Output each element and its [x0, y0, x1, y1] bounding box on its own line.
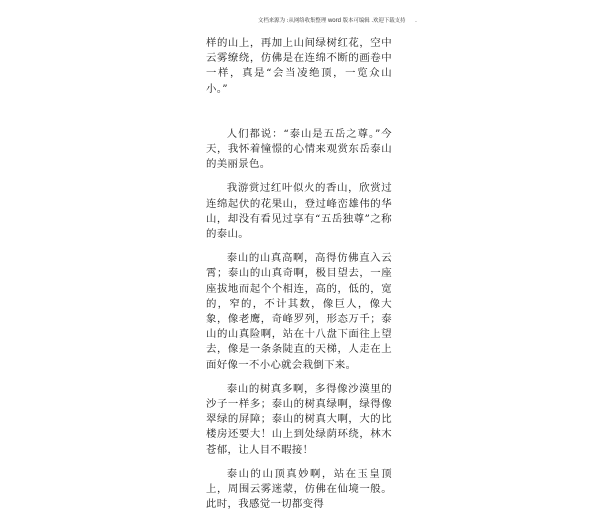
header-dot: .: [415, 18, 417, 24]
paragraph-travels: 我游赏过红叶似火的香山，欣赏过连绵起伏的花果山，登过峰峦雄伟的华山，却没有看见过享有“五岳独尊”之称的泰山。: [206, 182, 392, 241]
header-word-text: word: [327, 18, 341, 24]
paragraph-intro: 人们都说：“泰山是五岳之尊。”今天，我怀着憧憬的心情来观赏东岳泰山的美丽景色。: [206, 127, 392, 171]
document-body: [206, 36, 392, 512]
paragraph-summit: 泰山的山顶真妙啊，站在玉皇顶上，周围云雾迷蒙，仿佛在仙境一般。此时，我感觉一切都变得: [206, 467, 392, 511]
paragraph-mountains: 泰山的山真高啊，高得仿佛直入云霄；泰山的山真奇啊，极目望去，一座座拔地而起个个相连，高的，低的，宽的，窄的，不计其数，像巨人，像大象，像老鹰，奇峰罗列，形态万千；泰山的山真险啊，站在十八盘下面往上望去，像是一条条陡直的天梯，人走在上面好像一不小心就会栽倒下来。: [206, 252, 392, 371]
header-source-text: 文档来源为 :从网络收集整理: [258, 18, 327, 24]
paragraph-continuation: 样的山上，再加上山间绿树红花，空中云雾缭绕，仿佛是在连绵不断的画卷中一样，真是“会当凌绝顶，一览众山小。”: [206, 37, 392, 95]
header-edit-text: 版本可编辑 .欢迎下载支持: [342, 18, 406, 24]
page-header: [258, 16, 417, 26]
paragraph-trees: 泰山的树真多啊，多得像沙漠里的沙子一样多；泰山的树真绿啊，绿得像翠绿的屏障；泰山的树真大啊，大的比楼房还要大！山上到处绿荫环绕，林木苍郁，让人目不暇接！: [206, 382, 392, 456]
